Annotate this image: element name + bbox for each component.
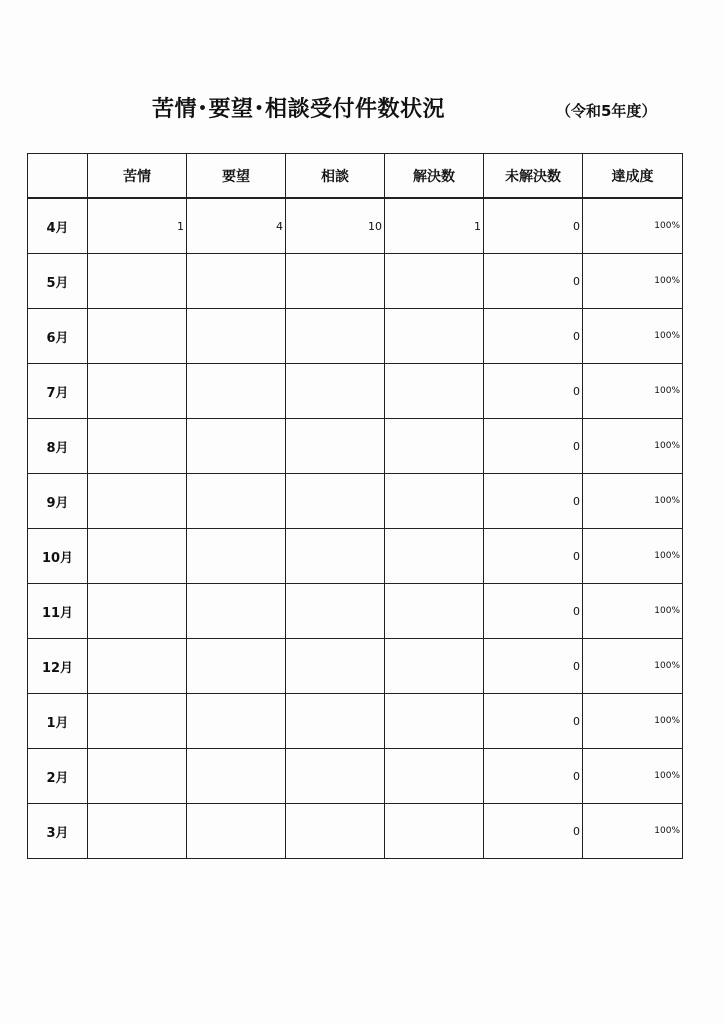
consultations-cell [286, 419, 385, 474]
month-cell: 3月 [28, 804, 88, 859]
resolved-cell [385, 364, 484, 419]
requests-cell [187, 639, 286, 694]
consultations-cell [286, 639, 385, 694]
table-row [28, 254, 683, 309]
month-cell: 1月 [28, 694, 88, 749]
complaints-cell [88, 364, 187, 419]
header-achievement: 達成度 [583, 154, 683, 199]
table-row [28, 529, 683, 584]
resolved-cell [385, 419, 484, 474]
header-consultations: 相談 [286, 154, 385, 199]
unresolved-cell: 0 [484, 639, 583, 694]
resolved-cell [385, 694, 484, 749]
header-unresolved: 未解決数 [484, 154, 583, 199]
fiscal-year-label: （令和5年度） [556, 102, 657, 120]
requests-cell: 4 [187, 198, 286, 254]
unresolved-cell: 0 [484, 309, 583, 364]
requests-cell [187, 474, 286, 529]
resolved-cell [385, 804, 484, 859]
unresolved-cell: 0 [484, 474, 583, 529]
achievement-cell: 100% [583, 254, 683, 309]
header-complaints: 苦情 [88, 154, 187, 199]
consultations-cell [286, 694, 385, 749]
requests-cell [187, 749, 286, 804]
achievement-cell: 100% [583, 529, 683, 584]
table-row [28, 419, 683, 474]
unresolved-cell: 0 [484, 749, 583, 804]
requests-cell [187, 254, 286, 309]
complaints-cell [88, 254, 187, 309]
requests-cell [187, 694, 286, 749]
achievement-cell: 100% [583, 694, 683, 749]
complaints-cell [88, 529, 187, 584]
complaints-cell [88, 749, 187, 804]
unresolved-cell: 0 [484, 364, 583, 419]
complaints-cell [88, 694, 187, 749]
complaints-cell [88, 804, 187, 859]
complaints-cell [88, 584, 187, 639]
table-row [28, 198, 683, 254]
requests-cell [187, 804, 286, 859]
month-cell: 5月 [28, 254, 88, 309]
achievement-cell: 100% [583, 419, 683, 474]
requests-cell [187, 364, 286, 419]
month-cell: 10月 [28, 529, 88, 584]
header-corner-cell [28, 154, 88, 199]
unresolved-cell: 0 [484, 198, 583, 254]
complaints-cell: 1 [88, 198, 187, 254]
month-cell: 6月 [28, 309, 88, 364]
consultations-cell [286, 749, 385, 804]
complaints-cell [88, 419, 187, 474]
complaints-cell [88, 309, 187, 364]
consultations-cell [286, 254, 385, 309]
unresolved-cell: 0 [484, 804, 583, 859]
header-resolved: 解決数 [385, 154, 484, 199]
resolved-cell [385, 254, 484, 309]
month-cell: 9月 [28, 474, 88, 529]
resolved-cell [385, 309, 484, 364]
table-row [28, 694, 683, 749]
resolved-cell [385, 474, 484, 529]
month-cell: 12月 [28, 639, 88, 694]
achievement-cell: 100% [583, 639, 683, 694]
requests-cell [187, 309, 286, 364]
table-row [28, 474, 683, 529]
achievement-cell: 100% [583, 474, 683, 529]
requests-cell [187, 419, 286, 474]
resolved-cell: 1 [385, 198, 484, 254]
complaints-cell [88, 474, 187, 529]
unresolved-cell: 0 [484, 529, 583, 584]
achievement-cell: 100% [583, 198, 683, 254]
table-row [28, 639, 683, 694]
requests-cell [187, 584, 286, 639]
table-row [28, 584, 683, 639]
consultations-cell [286, 364, 385, 419]
consultations-cell [286, 804, 385, 859]
unresolved-cell: 0 [484, 584, 583, 639]
month-cell: 4月 [28, 198, 88, 254]
table-row [28, 309, 683, 364]
table-header-row [28, 154, 683, 199]
month-cell: 8月 [28, 419, 88, 474]
achievement-cell: 100% [583, 804, 683, 859]
table-row [28, 364, 683, 419]
achievement-cell: 100% [583, 749, 683, 804]
document-title: 苦情･要望･相談受付件数状況 [152, 97, 446, 122]
consultations-cell [286, 309, 385, 364]
requests-cell [187, 529, 286, 584]
table-row [28, 749, 683, 804]
resolved-cell [385, 749, 484, 804]
unresolved-cell: 0 [484, 694, 583, 749]
achievement-cell: 100% [583, 364, 683, 419]
consultations-cell [286, 474, 385, 529]
resolved-cell [385, 584, 484, 639]
month-cell: 11月 [28, 584, 88, 639]
resolved-cell [385, 529, 484, 584]
complaints-cell [88, 639, 187, 694]
month-cell: 7月 [28, 364, 88, 419]
unresolved-cell: 0 [484, 254, 583, 309]
achievement-cell: 100% [583, 584, 683, 639]
achievement-cell: 100% [583, 309, 683, 364]
consultations-cell [286, 584, 385, 639]
table-row [28, 804, 683, 859]
month-cell: 2月 [28, 749, 88, 804]
resolved-cell [385, 639, 484, 694]
complaint-report-table [27, 153, 683, 859]
unresolved-cell: 0 [484, 419, 583, 474]
consultations-cell [286, 529, 385, 584]
consultations-cell: 10 [286, 198, 385, 254]
header-requests: 要望 [187, 154, 286, 199]
